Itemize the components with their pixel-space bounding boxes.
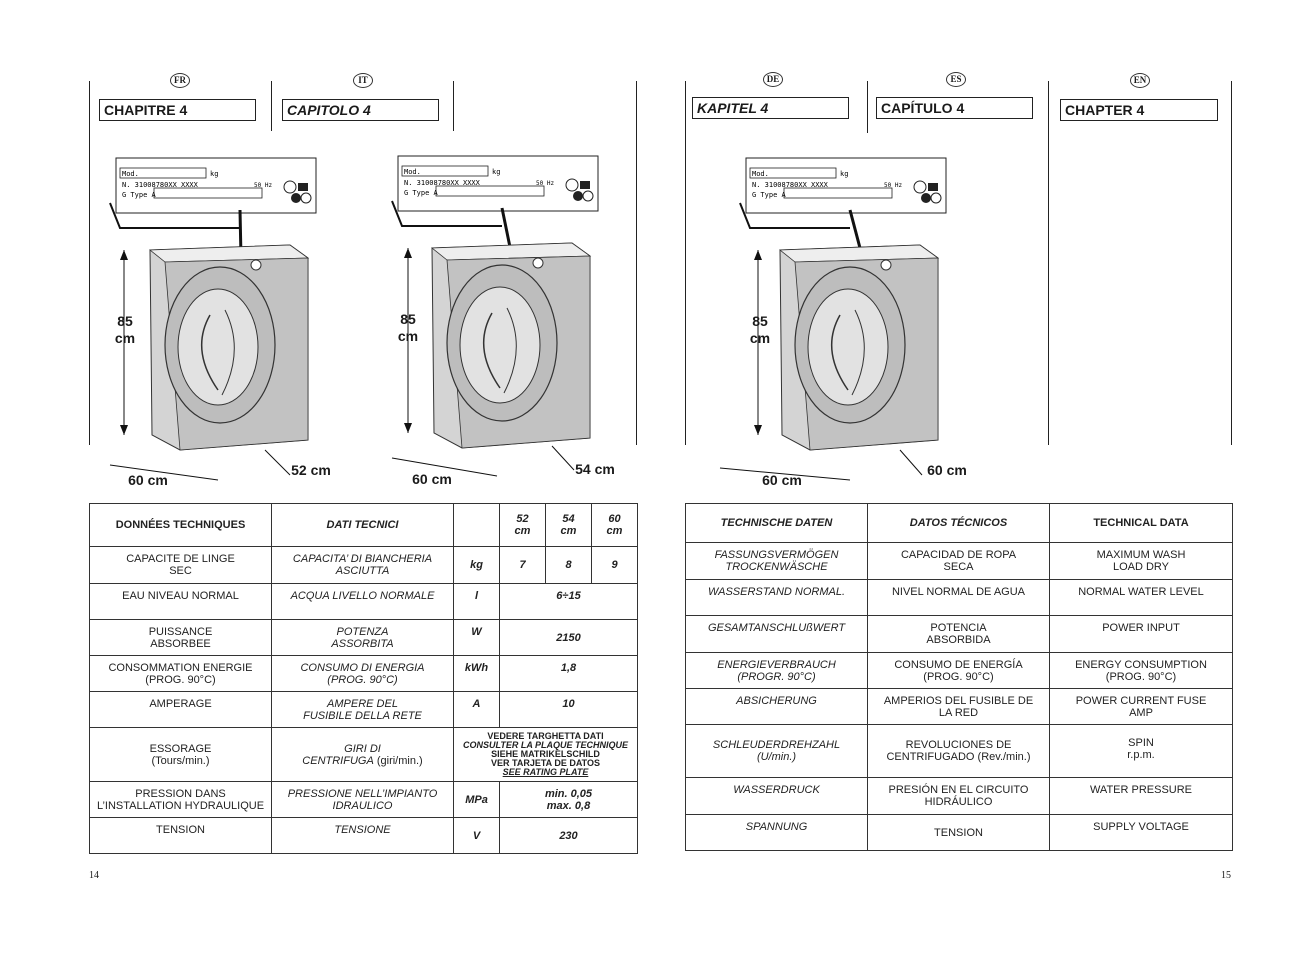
row-en: SPIN r.p.m.	[1050, 725, 1233, 778]
depth-dimension: 52 cm	[291, 462, 331, 478]
row-unit: A	[454, 692, 500, 728]
row-es: CONSUMO DE ENERGÍA (PROG. 90°C)	[868, 653, 1050, 689]
rating-plate	[398, 156, 598, 211]
page-number: 14	[89, 870, 99, 881]
row-unit: kWh	[454, 656, 500, 692]
row-es: PRESIÓN EN EL CIRCUITO HIDRÁULICO	[868, 778, 1050, 815]
row-unit: MPa	[454, 782, 500, 818]
row-fr: CAPACITE DE LINGE SEC	[90, 547, 272, 584]
row-it: ACQUA LIVELLO NORMALE	[272, 584, 454, 620]
row-value: 1,8	[500, 656, 638, 692]
right-page-right-border	[1231, 81, 1232, 445]
row-de: FASSUNGSVERMÖGEN TROCKENWÄSCHE	[686, 543, 868, 580]
row-de: GESAMTANSCHLUßWERT	[686, 616, 868, 653]
row-value-60: 9	[592, 547, 638, 584]
row-es: NIVEL NORMAL DE AGUA	[868, 580, 1050, 616]
washing-machine-illustration	[352, 148, 612, 488]
row-de: WASSERSTAND NORMAL.	[686, 580, 868, 616]
lang-badge-en: EN	[1130, 73, 1150, 88]
row-unit: W	[454, 620, 500, 656]
header-54cm: 54 cm	[546, 504, 592, 547]
row-fr: ESSORAGE (Tours/min.)	[90, 728, 272, 782]
row-fr: PRESSION DANS L’INSTALLATION HYDRAULIQUE	[90, 782, 272, 818]
svg-text:50 Hz: 50 Hz	[254, 182, 273, 189]
row-value: 6÷15	[500, 584, 638, 620]
row-value-52: 7	[500, 547, 546, 584]
row-value: 230	[500, 818, 638, 854]
row-it: POTENZA ASSORBITA	[272, 620, 454, 656]
row-value: 2150	[500, 620, 638, 656]
svg-text:G Type A: G Type A	[122, 191, 156, 199]
row-fr: EAU NIVEAU NORMAL	[90, 584, 272, 620]
see-rating-plate-note: VEDERE TARGHETTA DATI CONSULTER LA PLAQUE TECHNIQUE SIEHE MATRIKELSCHILD VER TARJETA DE DATOS SEE RATING PLATE	[454, 728, 638, 782]
header-fr: DONNÉES TECHNIQUES	[90, 504, 272, 547]
svg-text:N. 31008780XX XXXX: N. 31008780XX XXXX	[752, 181, 828, 189]
chapter-title-en: CHAPTER 4	[1060, 99, 1218, 121]
row-value: min. 0,05 max. 0,8	[500, 782, 638, 818]
row-it: GIRI DI CENTRIFUGA (giri/min.)	[272, 728, 454, 782]
row-de: ENERGIEVERBRAUCH (PROGR. 90°C)	[686, 653, 868, 689]
svg-text:Mod.: Mod.	[404, 168, 421, 176]
row-it: CONSUMO DI ENERGIA (PROG. 90°C)	[272, 656, 454, 692]
row-unit: V	[454, 818, 500, 854]
height-dimension: 85 cm	[397, 311, 419, 344]
technical-data-table-right	[685, 503, 1233, 851]
row-es: REVOLUCIONES DE CENTRIFUGADO (Rev./min.)	[868, 725, 1050, 778]
svg-text:G Type A: G Type A	[404, 189, 438, 197]
svg-text:kg: kg	[210, 170, 219, 178]
washing-machine-illustration	[700, 150, 960, 490]
row-en: ENERGY CONSUMPTION (PROG. 90°C)	[1050, 653, 1233, 689]
lang-badge-fr: FR	[170, 73, 190, 88]
row-value-54: 8	[546, 547, 592, 584]
header-en: TECHNICAL DATA	[1050, 504, 1233, 543]
header-52cm: 52 cm	[500, 504, 546, 547]
row-it: PRESSIONE NELL’IMPIANTO IDRAULICO	[272, 782, 454, 818]
row-it: TENSIONE	[272, 818, 454, 854]
row-de: SCHLEUDERDREHZAHL (U/min.)	[686, 725, 868, 778]
lang-badge-de: DE	[763, 72, 783, 87]
chapter-title-fr: CHAPITRE 4	[99, 99, 256, 121]
row-de: ABSICHERUNG	[686, 689, 868, 725]
chapter-title-es: CAPÍTULO 4	[876, 97, 1033, 119]
svg-text:50 Hz: 50 Hz	[536, 180, 555, 187]
depth-dimension: 54 cm	[575, 461, 615, 477]
row-en: POWER INPUT	[1050, 616, 1233, 653]
row-it: AMPERE DEL FUSIBILE DELLA RETE	[272, 692, 454, 728]
svg-text:kg: kg	[492, 168, 501, 176]
row-es: POTENCIA ABSORBIDA	[868, 616, 1050, 653]
row-en: POWER CURRENT FUSE AMP	[1050, 689, 1233, 725]
rating-plate	[116, 158, 316, 213]
lang-badge-es: ES	[946, 72, 966, 87]
lang-badge-it: IT	[353, 73, 373, 88]
svg-text:G Type A: G Type A	[752, 191, 786, 199]
width-dimension: 60 cm	[412, 471, 452, 487]
column-divider	[1048, 81, 1049, 445]
row-en: NORMAL WATER LEVEL	[1050, 580, 1233, 616]
column-divider	[271, 81, 272, 131]
row-fr: PUISSANCE ABSORBEE	[90, 620, 272, 656]
row-fr: TENSION	[90, 818, 272, 854]
row-de: SPANNUNG	[686, 815, 868, 851]
row-it: CAPACITA’ DI BIANCHERIA ASCIUTTA	[272, 547, 454, 584]
svg-text:50 Hz: 50 Hz	[884, 182, 903, 189]
row-value: 10	[500, 692, 638, 728]
page-number: 15	[1221, 870, 1231, 881]
row-es: AMPERIOS DEL FUSIBLE DE LA RED	[868, 689, 1050, 725]
technical-data-table-left	[89, 503, 638, 854]
header-60cm: 60 cm	[592, 504, 638, 547]
row-es: TENSION	[868, 815, 1050, 851]
height-dimension: 85 cm	[114, 313, 136, 346]
header-it: DATI TECNICI	[272, 504, 454, 547]
row-en: SUPPLY VOLTAGE	[1050, 815, 1233, 851]
left-page-right-border	[636, 81, 637, 445]
row-fr: AMPERAGE	[90, 692, 272, 728]
column-divider	[453, 81, 454, 131]
column-divider	[867, 81, 868, 133]
svg-text:kg: kg	[840, 170, 849, 178]
row-unit: l	[454, 584, 500, 620]
header-es: DATOS TÉCNICOS	[868, 504, 1050, 543]
right-page-border	[685, 81, 686, 445]
washing-machine-illustration	[70, 150, 330, 490]
header-de: TECHNISCHE DATEN	[686, 504, 868, 543]
row-fr: CONSOMMATION ENERGIE (PROG. 90°C)	[90, 656, 272, 692]
rating-plate	[746, 158, 946, 213]
chapter-title-it: CAPITOLO 4	[282, 99, 439, 121]
row-en: MAXIMUM WASH LOAD DRY	[1050, 543, 1233, 580]
width-dimension: 60 cm	[762, 472, 802, 488]
svg-text:N. 31008780XX XXXX: N. 31008780XX XXXX	[404, 179, 480, 187]
row-unit: kg	[454, 547, 500, 584]
width-dimension: 60 cm	[128, 472, 168, 488]
depth-dimension: 60 cm	[927, 462, 967, 478]
row-es: CAPACIDAD DE ROPA SECA	[868, 543, 1050, 580]
svg-text:Mod.: Mod.	[752, 170, 769, 178]
svg-text:Mod.: Mod.	[122, 170, 139, 178]
row-de: WASSERDRUCK	[686, 778, 868, 815]
row-en: WATER PRESSURE	[1050, 778, 1233, 815]
chapter-title-de: KAPITEL 4	[692, 97, 849, 119]
height-dimension: 85 cm	[749, 313, 771, 346]
svg-text:N. 31008780XX XXXX: N. 31008780XX XXXX	[122, 181, 198, 189]
